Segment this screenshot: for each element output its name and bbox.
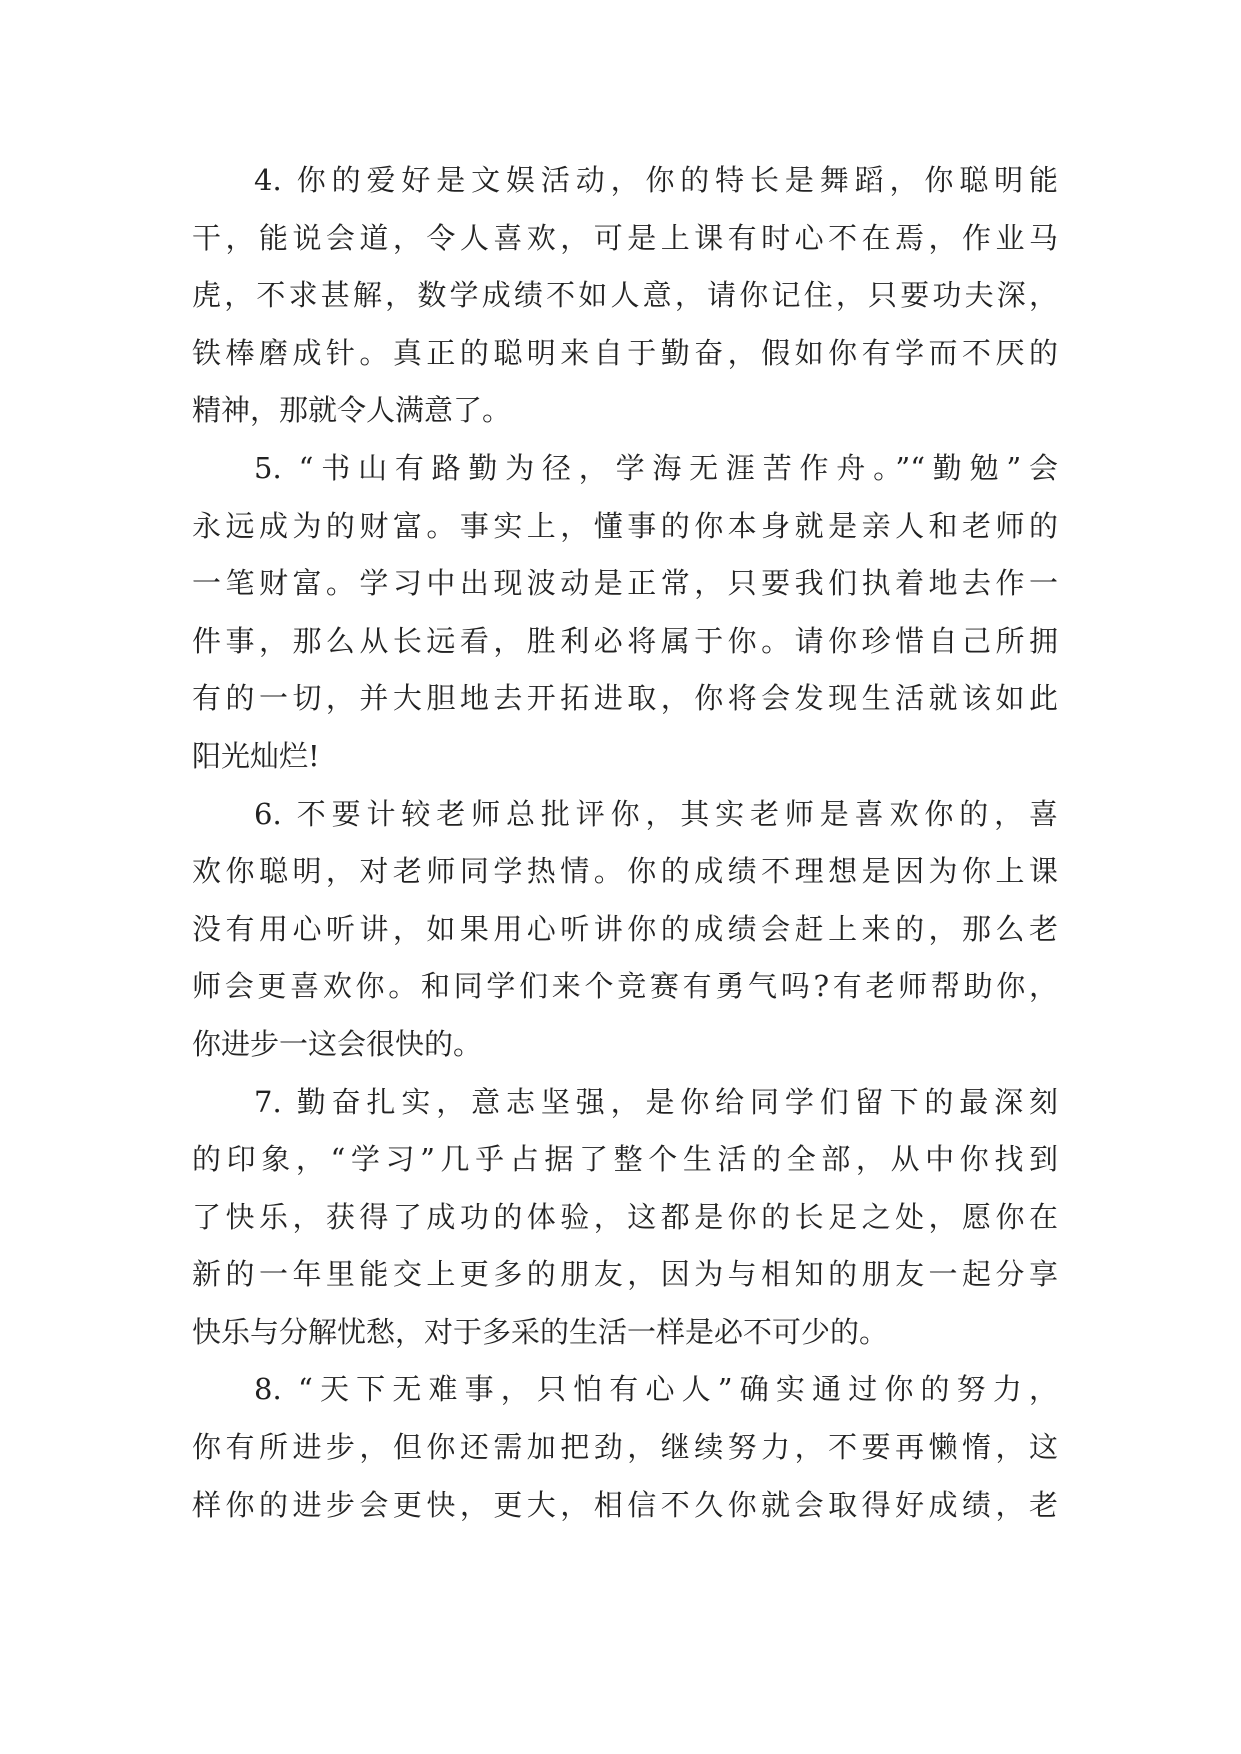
text-line: 精神，那就令人满意了。 [192,393,512,428]
text-line: 5. “书山有路勤为径，学海无涯苦作舟。”“勤勉”会 [254,450,1058,485]
text-line: 你进步一这会很快的。 [192,1026,483,1061]
paragraph-7 [192,1074,1058,1362]
text-line: 你有所进步，但你还需加把劲，继续努力，不要再懒惰，这 [192,1430,1058,1465]
text-line: 有的一切，并大胆地去开拓进取，你将会发现生活就该如此 [192,681,1058,716]
text-line: 样你的进步会更快，更大，相信不久你就会取得好成绩，老 [192,1487,1058,1522]
text-line: 阳光灿烂! [192,738,320,773]
text-line: 一笔财富。学习中出现波动是正常，只要我们执着地去作一 [192,566,1058,601]
text-line: 快乐与分解忧愁，对于多采的生活一样是必不可少的。 [192,1314,889,1349]
text-line: 铁棒磨成针。真正的聪明来自于勤奋，假如你有学而不厌的 [192,335,1058,370]
paragraph-6 [192,786,1058,1074]
text-line: 的印象，“学习”几乎占据了整个生活的全部，从中你找到 [192,1142,1058,1177]
paragraph-8 [192,1361,1058,1534]
document-page [192,152,1058,1534]
text-line: 件事，那么从长远看，胜利必将属于你。请你珍惜自己所拥 [192,623,1058,658]
text-line: 6. 不要计较老师总批评你，其实老师是喜欢你的，喜 [254,796,1058,831]
text-line: 了快乐，获得了成功的体验，这都是你的长足之处，愿你在 [192,1199,1058,1234]
text-line: 师会更喜欢你。和同学们来个竞赛有勇气吗?有老师帮助你， [192,969,1058,1004]
text-line: 8. “天下无难事，只怕有心人”确实通过你的努力， [254,1372,1058,1407]
text-line: 4. 你的爱好是文娱活动，你的特长是舞蹈，你聪明能 [254,163,1058,197]
paragraph-4 [192,152,1058,440]
text-line: 7. 勤奋扎实，意志坚强，是你给同学们留下的最深刻 [254,1084,1058,1119]
text-line: 欢你聪明，对老师同学热情。你的成绩不理想是因为你上课 [192,854,1058,889]
text-line: 永远成为的财富。事实上，懂事的你本身就是亲人和老师的 [192,508,1058,543]
paragraph-5 [192,440,1058,786]
text-line: 没有用心听讲，如果用心听讲你的成绩会赶上来的，那么老 [192,911,1058,946]
text-line: 新的一年里能交上更多的朋友，因为与相知的朋友一起分享 [192,1257,1058,1292]
text-line: 虎，不求甚解，数学成绩不如人意，请你记住，只要功夫深， [192,278,1058,313]
text-line: 干，能说会道，令人喜欢，可是上课有时心不在焉，作业马 [192,220,1058,255]
